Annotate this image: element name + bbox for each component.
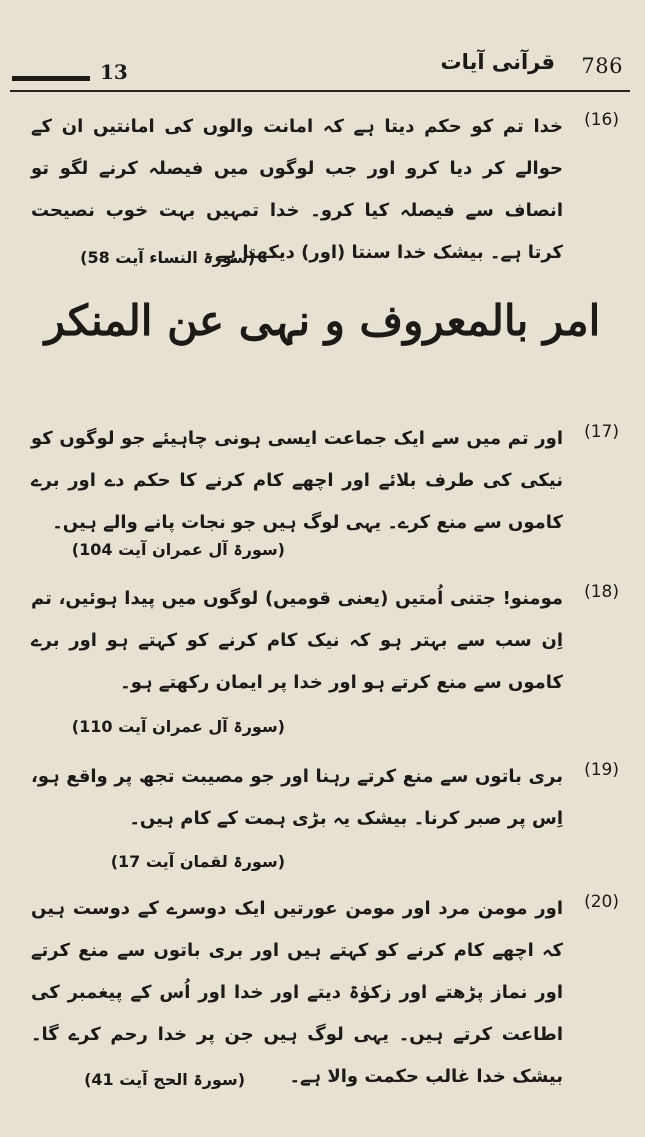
verse-text: خدا تم کو حکم دیتا ہے کہ امانت والوں کی امانتیں ان کے حوالے کر دیا کرو اور جب لوگوں میں فیصلہ کرنے لگو تو انصاف سے فیصلہ کیا کرو۔ خدا تمہیں بہت خوب نصیحت کرتا ہے۔ بیشک خدا سنتا (اور) دیکھتا ہے۔: [31, 116, 563, 263]
verse-text: بری باتوں سے منع کرتے رہنا اور جو مصیبت تجھ پر واقع ہو، اِس پر صبر کرنا۔ بیشک یہ بڑی ہمت کے کام ہیں۔: [31, 766, 563, 829]
verse-reference: (سورۃ الحج آیت 41): [84, 1070, 245, 1089]
verse-number: (17): [584, 422, 619, 442]
header-divider: [10, 90, 630, 92]
verse-text: اور مومن مرد اور مومن عورتیں ایک دوسرے کے دوست ہیں کہ اچھے کام کرنے کو کہتے ہیں اور بری باتوں سے منع کرتے اور نماز پڑھتے اور زکوٰۃ دیتے اور خدا اور اُس کے پیغمبر کی اطاعت کرتے ہیں۔ یہی لوگ ہیں جن پر خدا رحم کرے گا۔ بیشک خدا غالب حکمت والا ہے۔: [31, 898, 563, 1087]
page-number: 786: [581, 54, 623, 78]
verse-number: (16): [584, 110, 619, 130]
section-heading: امر بالمعروف و نہی عن المنکر: [44, 296, 601, 345]
verse-number: (19): [584, 760, 619, 780]
verse-reference: (سورۃ النساء آیت 58): [80, 248, 255, 267]
verse-reference: (سورۃ آل عمران آیت 110): [71, 717, 285, 736]
verse-number: (18): [584, 582, 619, 602]
verse-text: اور تم میں سے ایک جماعت ایسی ہونی چاہیئے جو لوگوں کو نیکی کی طرف بلائے اور اچھے کام کرنے کا حکم دے اور برے کاموں سے منع کرے۔ یہی لوگ ہیں جو نجات پانے والے ہیں۔: [31, 428, 563, 533]
verse-number: (20): [584, 892, 619, 912]
verse-text: مومنو! جتنی اُمتیں (یعنی قومیں) لوگوں میں پیدا ہوئیں، تم اِن سب سے بہتر ہو کہ نیک کام کرنے کو کہتے ہو اور برے کاموں سے منع کرتے ہو اور خدا پر ایمان رکھتے ہو۔: [31, 588, 563, 693]
header-rule: [12, 76, 90, 81]
book-title: قرآنی آیات: [440, 50, 555, 74]
chapter-number: 13: [100, 60, 128, 84]
page-header: [0, 48, 645, 92]
verse-reference: (سورۃ آل عمران آیت 104): [71, 540, 285, 559]
verse-reference: (سورۃ لقمان آیت 17): [110, 852, 285, 871]
